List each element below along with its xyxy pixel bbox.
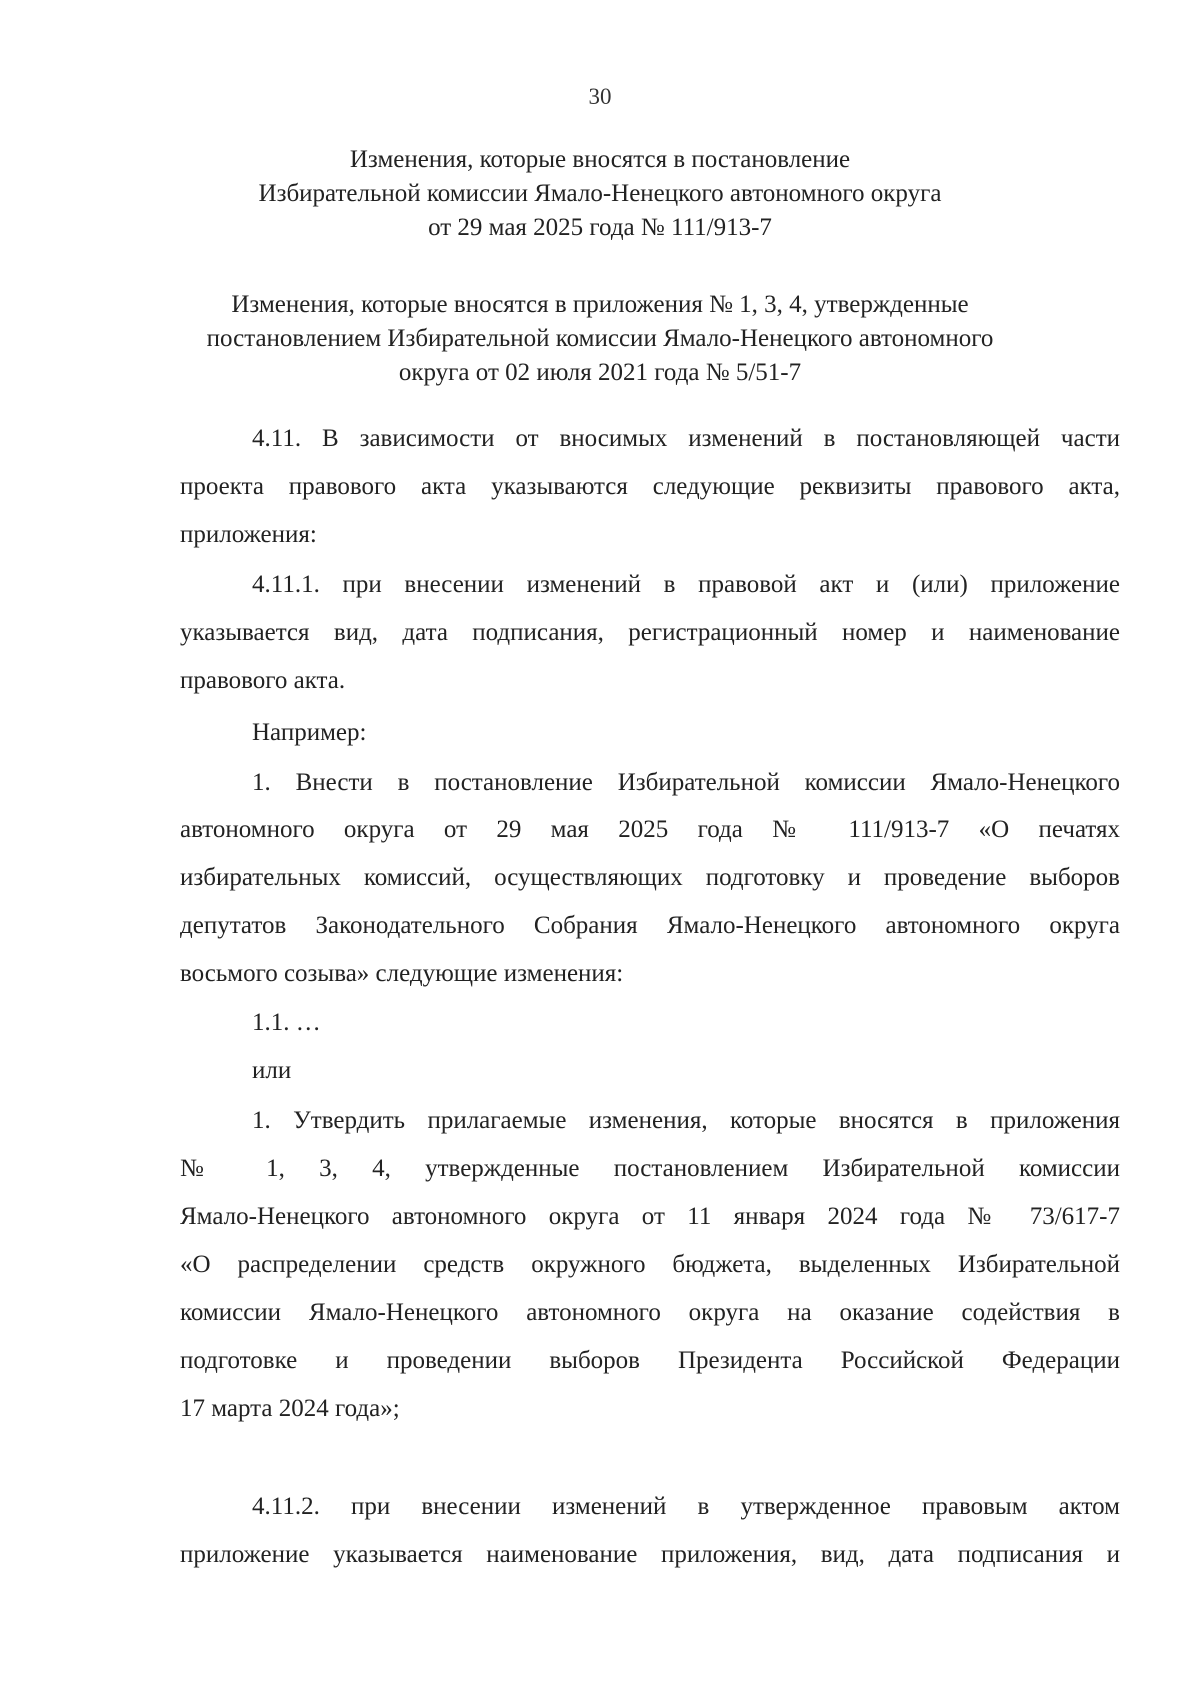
body-line: комиссии Ямало-Ненецкого автономного округа на оказание содействия в (180, 1299, 1120, 1326)
body-line: депутатов Законодательного Собрания Ямало-Ненецкого автономного округа (180, 912, 1120, 939)
changes-title-appendices (0, 288, 1200, 390)
body-line: приложения: (180, 521, 317, 548)
body-line: проекта правового акта указываются следующие реквизиты правового акта, (180, 473, 1120, 500)
body-line: 4.11.2. при внесении изменений в утвержденное правовым актом (252, 1493, 1120, 1520)
body-line: или (252, 1057, 292, 1084)
body-line: правового акта. (180, 667, 346, 694)
body-line: № 1, 3, 4, утвержденные постановлением Избирательной комиссии (180, 1155, 1120, 1182)
body-line: 1.1. … (252, 1009, 321, 1036)
body-line: 4.11.1. при внесении изменений в правовой акт и (или) приложение (252, 571, 1120, 598)
body-line: Например: (252, 719, 367, 746)
body-line: избирательных комиссий, осуществляющих подготовку и проведение выборов (180, 864, 1120, 891)
body-line: автономного округа от 29 мая 2025 года № 111/913-7 «О печатях (180, 816, 1120, 843)
body-line: Ямало-Ненецкого автономного округа от 11 января 2024 года № 73/617-7 (180, 1203, 1120, 1230)
page-number: 30 (588, 84, 612, 109)
title-line: Изменения, которые вносятся в приложения № 1, 3, 4, утвержденные (231, 291, 969, 318)
body-line: указывается вид, дата подписания, регистрационный номер и наименование (180, 619, 1120, 646)
body-line: приложение указывается наименование приложения, вид, дата подписания и (180, 1541, 1120, 1568)
changes-title-resolution (0, 143, 1200, 245)
body-line: 4.11. В зависимости от вносимых изменений в постановляющей части (252, 425, 1120, 452)
body-line: 1. Внести в постановление Избирательной комиссии Ямало-Ненецкого (252, 769, 1120, 796)
title-line: постановлением Избирательной комиссии Ямало-Ненецкого автономного (206, 325, 994, 352)
title-line: от 29 мая 2025 года № 111/913-7 (428, 214, 772, 241)
body-line: восьмого созыва» следующие изменения: (180, 960, 624, 987)
body-line: «О распределении средств окружного бюджета, выделенных Избирательной (180, 1251, 1120, 1278)
title-line: Избирательной комиссии Ямало-Ненецкого автономного округа (258, 180, 942, 207)
body-line: 17 марта 2024 года»; (180, 1395, 400, 1422)
title-line: округа от 02 июля 2021 года № 5/51-7 (398, 359, 802, 386)
body-line: 1. Утвердить прилагаемые изменения, которые вносятся в приложения (252, 1107, 1120, 1134)
title-line: Изменения, которые вносятся в постановление (349, 146, 851, 173)
body-line: подготовке и проведении выборов Президента Российской Федерации (180, 1347, 1120, 1374)
